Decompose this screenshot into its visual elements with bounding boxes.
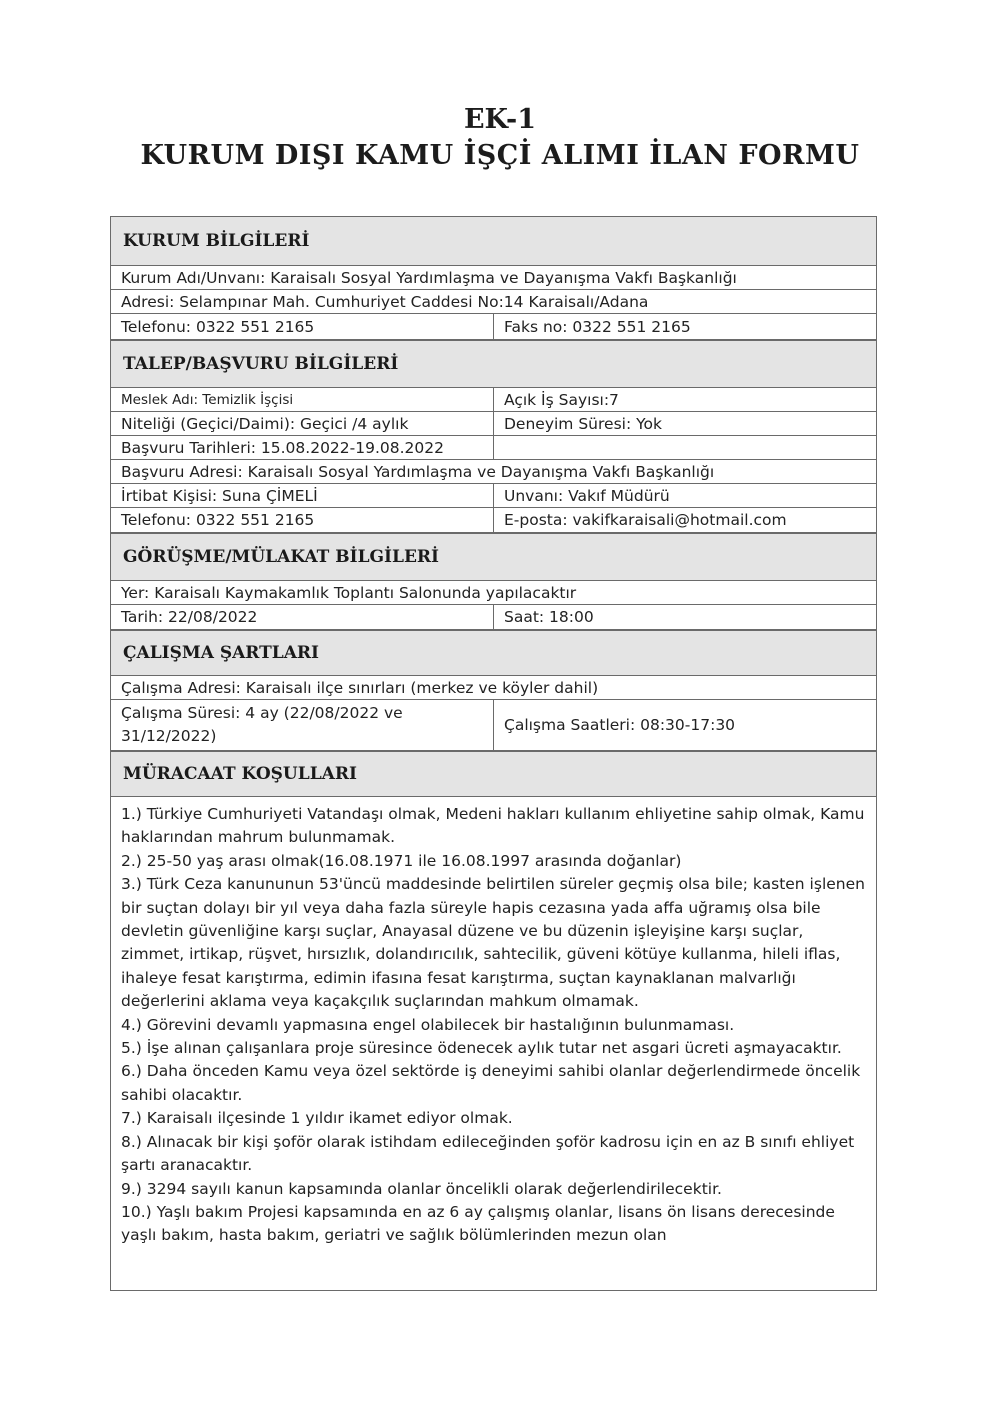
form-code: EK-1 — [463, 104, 537, 135]
kurum-adi-row — [111, 266, 876, 290]
calisma-sure-row — [111, 700, 876, 751]
calisma-adresi: Çalışma Adresi: Karaisalı ilçe sınırları (merkez ve köyler dahil) — [121, 678, 599, 697]
acik-is-sayisi: Açık İş Sayısı:7 — [504, 390, 619, 409]
kurum-adres: Adresi: Selampınar Mah. Cumhuriyet Caddesi No:14 Karaisalı/Adana — [121, 292, 649, 311]
gorusme-saati: Saat: 18:00 — [504, 608, 594, 626]
talep-meslek-row — [111, 388, 876, 412]
talep-tarih-row — [111, 436, 876, 460]
condition-item: 2.) 25-50 yaş arası olmak(16.08.1971 ile 16.08.1997 arasında doğanlar) — [121, 851, 682, 870]
kurum-telefon: Telefonu: 0322 551 2165 — [111, 314, 494, 339]
gorusme-zaman-row — [111, 605, 876, 630]
calisma-saatleri: Çalışma Saatleri: 08:30-17:30 — [504, 716, 736, 734]
gorusme-tarihi: Tarih: 22/08/2022 — [111, 605, 494, 629]
talep-nitelik-row — [111, 412, 876, 436]
gorusme-yeri: Yer: Karaisalı Kaymakamlık Toplantı Salonunda yapılacaktır — [121, 583, 577, 602]
condition-item: 1.) Türkiye Cumhuriyeti Vatandaşı olmak, Medeni hakları kullanım ehliyetine sahip olmak, Kamu haklarından mahrum bulunmamak. — [121, 805, 865, 847]
talep-telefon: Telefonu: 0322 551 2165 — [111, 508, 494, 532]
meslek-adi: Meslek Adı: Temizlik İşçisi — [111, 388, 494, 411]
gorusme-yer-row — [111, 581, 876, 605]
application-form — [110, 216, 877, 1291]
section-kurum-header: KURUM BİLGİLERİ — [111, 216, 876, 266]
kurum-faks: Faks no: 0322 551 2165 — [504, 317, 691, 336]
basvuru-tarihleri: Başvuru Tarihleri: 15.08.2022-19.08.2022 — [111, 436, 494, 459]
condition-item: 6.) Daha önceden Kamu veya özel sektörde iş deneyimi sahibi olanlar değerlendirmede öncelik sahibi olacaktır. — [121, 1062, 861, 1104]
form-title: KURUM DIŞI KAMU İŞÇİ ALIMI İLAN FORMU — [140, 140, 860, 171]
condition-item: 9.) 3294 sayılı kanun kapsamında olanlar öncelikli olarak değerlendirilecektir. — [121, 1179, 722, 1198]
condition-item: 10.) Yaşlı bakım Projesi kapsamında en az 6 ay çalışmış olanlar, lisans ön lisans derecesinde yaşlı bakım, hasta bakım, geriatri ve sağlık bölümlerinden mezun olan — [121, 1202, 835, 1245]
kurum-iletisim-row — [111, 314, 876, 340]
irtibat-unvani: Unvanı: Vakıf Müdürü — [504, 486, 670, 505]
deneyim-suresi: Deneyim Süresi: Yok — [504, 414, 662, 433]
kurum-adi: Kurum Adı/Unvanı: Karaisalı Sosyal Yardımlaşma ve Dayanışma Vakfı Başkanlığı — [121, 268, 737, 287]
irtibat-kisisi: İrtibat Kişisi: Suna ÇİMELİ — [111, 484, 494, 507]
section-calisma-header: ÇALIŞMA ŞARTLARI — [111, 630, 876, 676]
condition-item: 8.) Alınacak bir kişi şoför olarak istihdam edileceğinden şoför kadrosu için en az B sınıfı ehliyet şartı aranacaktır. — [121, 1132, 855, 1175]
condition-item: 3.) Türk Ceza kanununun 53'üncü maddesinde belirtilen süreler geçmiş olsa bile; kasten işlenen bir suçtan dolayı bir yıl veya daha fazla süreyle hapis cezasına yada affa uğramış olsa bile devletin güvenliğine karşı suçlar, Anayasal düzene ve bu düzenin işleyişine karşı suçlar, zimmet, irtikap, rüşvet, hırsızlık, dolandırıcılık, sahtecilik, güveni kötüye kullanma, hileli iflas, ihaleye fesat karıştırma, edimin ifasına fesat karıştırma, suçtan kaynaklanan malvarlığı değerlerini aklama veya kaçakçılık suçlarından mahkum olmamak. — [121, 875, 865, 1011]
condition-item: 5.) İşe alınan çalışanlara proje süresince ödenecek aylık tutar net asgari ücreti aşmayacaktır. — [121, 1039, 842, 1058]
section-muracaat-header: MÜRACAAT KOŞULLARI — [111, 751, 876, 797]
muracaat-conditions — [111, 797, 876, 1291]
condition-item: 4.) Görevini devamlı yapmasına engel olabilecek bir hastalığının bulunmaması. — [121, 1015, 735, 1034]
talep-eposta: E-posta: vakifkaraisali@hotmail.com — [504, 511, 787, 529]
niteligi: Niteliği (Geçici/Daimi): Geçici /4 aylık — [111, 412, 494, 435]
talep-irtibat-row — [111, 484, 876, 508]
kurum-adres-row — [111, 290, 876, 314]
calisma-suresi: Çalışma Süresi: 4 ay (22/08/2022 ve 31/12/2022) — [111, 700, 494, 750]
talep-adres-row — [111, 460, 876, 484]
basvuru-adresi: Başvuru Adresi: Karaisalı Sosyal Yardımlaşma ve Dayanışma Vakfı Başkanlığı — [121, 462, 715, 481]
section-gorusme-header: GÖRÜŞME/MÜLAKAT BİLGİLERİ — [111, 533, 876, 581]
section-talep-header: TALEP/BAŞVURU BİLGİLERİ — [111, 340, 876, 388]
talep-iletisim-row — [111, 508, 876, 533]
condition-item: 7.) Karaisalı ilçesinde 1 yıldır ikamet ediyor olmak. — [121, 1109, 513, 1128]
calisma-adres-row — [111, 676, 876, 700]
